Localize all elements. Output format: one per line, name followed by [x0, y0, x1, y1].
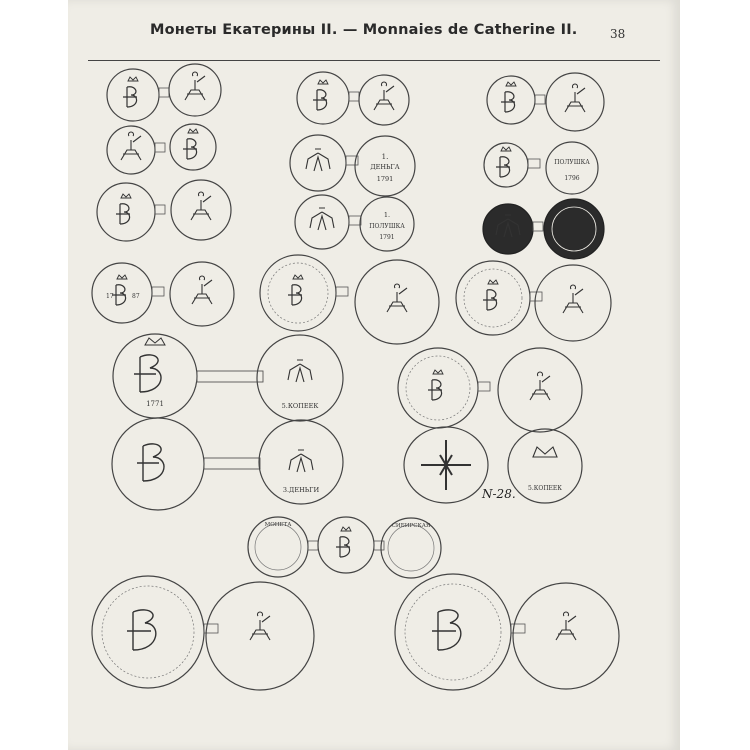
coin-label: ПОЛУШКА — [554, 159, 590, 166]
plate-mark: N-28. — [482, 487, 516, 501]
coin-pair-polushka-1791 — [295, 195, 414, 251]
coin-label: 5.КОПЕЕК — [528, 485, 562, 492]
coin-pair-1a — [107, 64, 221, 121]
coin-label: 1. — [381, 153, 389, 161]
coin-label: 5.КОПЕЕК — [281, 402, 319, 410]
coin-label: ПОЛУШКА — [369, 223, 405, 230]
coin-pair-4c — [456, 261, 611, 341]
coin-pair-2a — [107, 124, 216, 174]
coin-pair-3-denga — [112, 418, 343, 510]
coin-label: 17 — [106, 293, 114, 300]
coin-pair-1c — [487, 73, 604, 131]
coin-label: 3.ДЕНЬГИ — [282, 486, 320, 494]
coin-label: ДЕНЬГА — [370, 163, 400, 171]
coin-pair-8a — [92, 576, 314, 690]
coin-label: 1791 — [376, 175, 394, 183]
coin-label: 1771 — [146, 400, 164, 408]
coin-pair-8b — [395, 574, 619, 690]
coin-triple-siberian — [248, 517, 441, 578]
coin-label: МОНЕТА — [264, 522, 292, 528]
coin-pair-polushka-1796 — [484, 142, 598, 194]
coin-pair-3a — [97, 180, 231, 241]
page-number: 38 — [610, 27, 626, 41]
coin-label: 1. — [383, 211, 391, 219]
coin-pair-4a — [92, 262, 234, 326]
coin-pair-4b — [260, 255, 439, 344]
coin-pair-5b — [398, 348, 582, 432]
coin-pair-denga — [290, 135, 415, 196]
coin-label: 87 — [132, 293, 140, 300]
coin-label: 1796 — [564, 175, 580, 182]
coin-pair-dark — [483, 199, 604, 259]
coin-label: СИБИРСКАЯ — [391, 523, 431, 529]
coin-pair-5-kopeks-1771 — [113, 334, 343, 421]
coin-pair-1b — [297, 72, 409, 125]
page-header: Монеты Екатерины II. — Monnaies de Catherine II. — [150, 22, 578, 38]
coin-label: 1791 — [379, 234, 395, 241]
